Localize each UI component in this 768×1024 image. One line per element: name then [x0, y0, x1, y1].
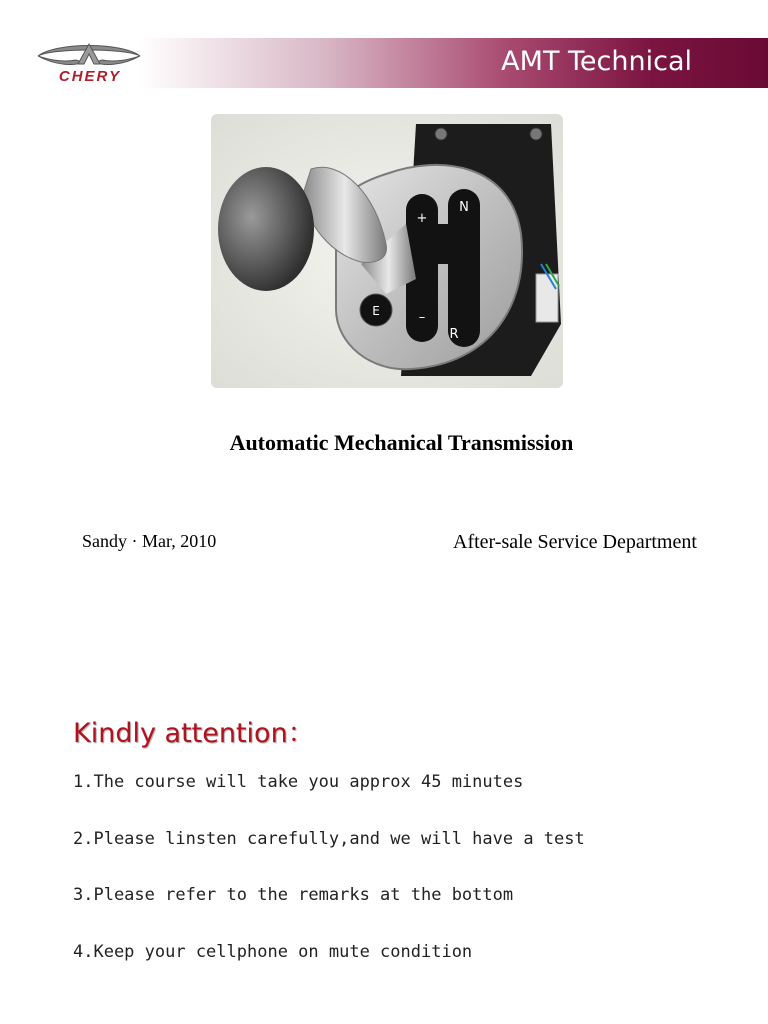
notice-list	[73, 770, 585, 996]
shifter-label-r: R	[449, 327, 459, 342]
chery-logo	[26, 40, 152, 88]
notice-heading: Kindly attention：	[73, 718, 315, 749]
header-title: AMT Technical	[501, 46, 692, 77]
brand-wordmark: CHERY	[58, 68, 122, 85]
shifter-label-minus: –	[418, 310, 426, 325]
shifter-label-e: E	[372, 304, 380, 318]
document-title: Automatic Mechanical Transmission	[229, 430, 574, 455]
shifter-label-plus: +	[416, 211, 428, 226]
notice-item: 3.Please refer to the remarks at the bottom	[73, 885, 514, 905]
notice-item: 2.Please linsten carefully,and we will have a test	[73, 828, 585, 849]
notice-item: 4.Keep your cellphone on mute condition	[73, 941, 473, 962]
author-date: Sandy · Mar, 2010	[82, 531, 217, 551]
shifter-label-n: N	[459, 200, 469, 215]
department-name: After-sale Service Department	[453, 531, 697, 553]
notice-item: 1.The course will take you approx 45 minutes	[73, 772, 524, 792]
chery-emblem-icon	[26, 40, 152, 70]
gear-shifter-photo	[211, 114, 563, 388]
